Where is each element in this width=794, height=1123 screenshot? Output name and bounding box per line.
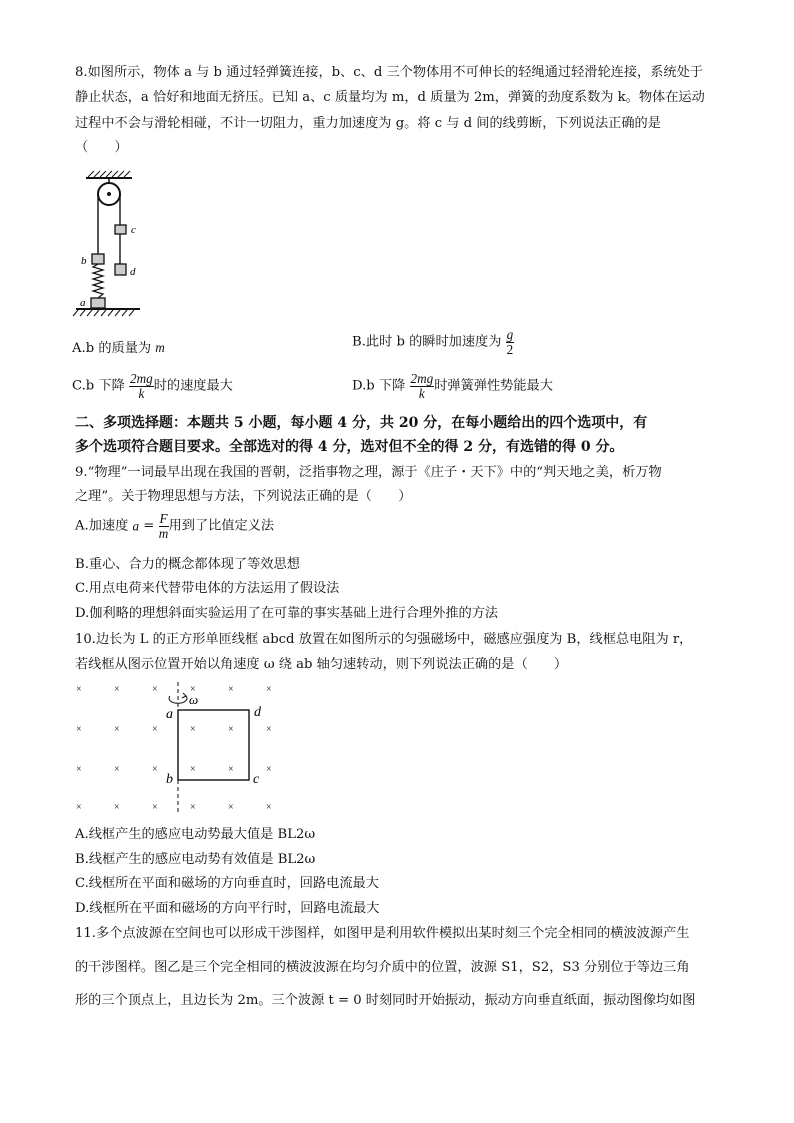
q10-option-b[interactable]: B.线框产生的感应电动势有效值是 BL2ω [75,852,316,867]
fraction-g-over-2: $\frac{g}{2}$ [506,327,514,357]
q11-line-3: 形的三个顶点上，且边长为 2m。三个波源 t = 0 时刻同时开始振动，振动方向垂直纸面，振动图像均如图 [75,993,696,1008]
magnetic-field-crosses [76,684,272,813]
svg-text:×: × [266,724,272,735]
q8-line-2: 静止状态，a 恰好和地面无挤压。已知 a、c 质量均为 m，d 质量为 2m，弹簧的劲度系数为 k。物体在运动 [75,90,705,105]
svg-text:×: × [228,684,234,695]
section-2-heading-line-1: 二、多项选择题：本题共 5 小题，每小题 4 分，共 20 分，在每小题给出的四个选项中，有 [75,415,648,431]
q10-option-a[interactable]: A.线框产生的感应电动势最大值是 BL2ω [75,827,316,842]
svg-text:×: × [190,724,196,735]
label-b: b [81,255,87,267]
q10-line-2: 若线框从图示位置开始以角速度 ω 绕 ab 轴匀速转动，则下列说法正确的是（ ） [75,657,568,672]
label-omega: ω [189,692,199,707]
square-loop-abcd [178,710,249,780]
q10-option-c[interactable]: C.线框所在平面和磁场的方向垂直时，回路电流最大 [75,876,379,891]
q9-line-1: 9.“物理”一词最早出现在我国的晋朝，泛指事物之理，源于《庄子・天下》中的“判天地之美，析万物 [75,465,662,480]
label-a: a [80,297,86,309]
q8-answer-paren: （ ） [75,140,128,155]
q10-option-d[interactable]: D.线框所在平面和磁场的方向平行时，回路电流最大 [75,901,380,916]
q11-line-1: 11.多个点波源在空间也可以形成干涉图样，如图甲是利用软件模拟出某时刻三个完全相同的横波波源产生 [75,926,690,941]
label-c: c [131,224,136,236]
svg-text:×: × [114,802,120,813]
fraction-2mg-over-k: $\frac{2mg}{k}$ [130,371,153,401]
svg-text:×: × [76,684,82,695]
q9-option-c[interactable]: C.用点电荷来代替带电体的方法运用了假设法 [75,581,340,596]
block-c [115,225,126,234]
svg-text:×: × [114,724,120,735]
svg-text:×: × [266,684,272,695]
svg-text:×: × [152,764,158,775]
svg-text:×: × [152,684,158,695]
block-b [92,254,104,264]
q8-option-b[interactable]: B.此时 b 的瞬时加速度为 $\frac{g}{2}$ [352,327,514,357]
q8-pulley-spring-figure [72,168,152,324]
label-d: d [254,705,261,720]
svg-text:×: × [152,724,158,735]
label-a: a [166,707,173,722]
q10-magnetic-field-figure [70,680,285,815]
q8-option-d[interactable]: D.b 下降 $\frac{2mg}{k}$ 时弹簧弹性势能最大 [352,371,553,401]
q9-option-b[interactable]: B.重心、合力的概念都体现了等效思想 [75,557,300,572]
q8-line-3: 过程中不会与滑轮相碰，不计一切阻力，重力加速度为 g。将 c 与 d 间的线剪断，下列说法正确的是 [75,116,661,131]
svg-text:×: × [266,802,272,813]
section-2-heading-line-2: 多个选项符合题目要求。全部选对的得 4 分，选对但不全的得 2 分，有选错的得 0 分。 [75,439,624,455]
q9-line-2: 之理”。关于物理思想与方法，下列说法正确的是（ ） [75,489,412,504]
label-c: c [253,772,260,787]
q9-option-d[interactable]: D.伽利略的理想斜面实验运用了在可靠的事实基础上进行合理外推的方法 [75,606,499,621]
svg-text:×: × [114,684,120,695]
block-a [91,298,105,308]
fraction-2mg-over-k: $\frac{2mg}{k}$ [410,371,434,401]
svg-text:×: × [114,764,120,775]
svg-text:×: × [76,724,82,735]
svg-text:×: × [190,764,196,775]
svg-text:×: × [190,802,196,813]
svg-text:×: × [228,764,234,775]
q8-option-c[interactable]: C.b 下降 $\frac{2mg}{k}$ 时的速度最大 [72,371,233,401]
svg-text:×: × [266,764,272,775]
ground-hatch [73,309,140,316]
q10-line-1: 10.边长为 L 的正方形单匝线框 abcd 放置在如图所示的匀强磁场中，磁感应强度为 B，线框总电阻为 r， [75,632,693,647]
fraction-f-over-m: $\frac{F}{m}$ [158,511,169,541]
svg-text:×: × [228,802,234,813]
svg-text:×: × [76,764,82,775]
svg-text:×: × [228,724,234,735]
q9-option-a[interactable]: A.加速度 a = $\frac{F}{m}$ 用到了比值定义法 [75,511,275,541]
label-d: d [130,266,136,278]
q8-option-a[interactable]: A.b 的质量为 m [72,340,165,356]
svg-text:×: × [152,802,158,813]
spring [93,264,103,298]
ceiling-hatch [86,171,132,178]
q8-line-1: 8.如图所示，物体 a 与 b 通过轻弹簧连接，b、c、d 三个物体用不可伸长的轻绳通过轻滑轮连接，系统处于 [75,65,703,80]
svg-text:×: × [76,802,82,813]
label-b: b [166,772,173,787]
block-d [115,264,126,275]
svg-text:×: × [190,684,196,695]
q11-line-2: 的干涉图样。图乙是三个完全相同的横波波源在均匀介质中的位置，波源 S1，S2，S3 分别位于等边三角 [75,960,690,975]
